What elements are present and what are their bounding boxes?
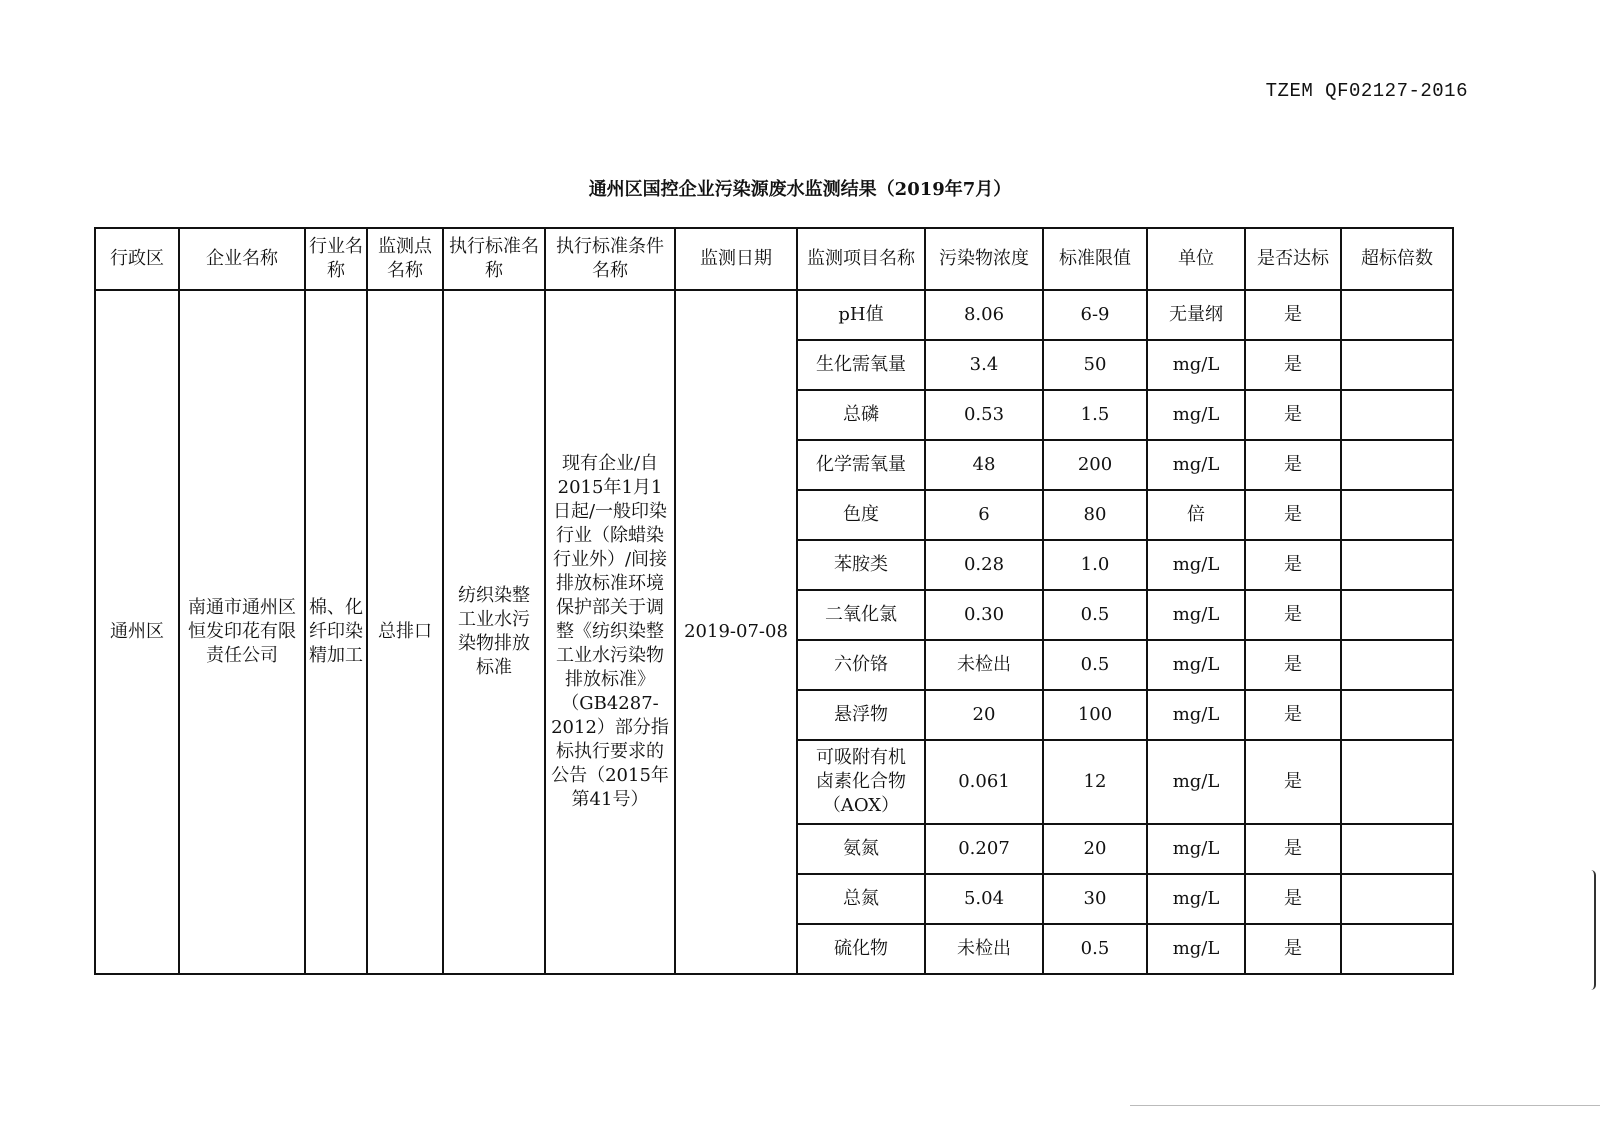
limit-cell: 0.5 bbox=[1043, 924, 1147, 974]
unit-cell: mg/L bbox=[1147, 540, 1245, 590]
date-cell: 2019-07-08 bbox=[675, 290, 797, 974]
limit-cell: 20 bbox=[1043, 824, 1147, 874]
limit-cell: 200 bbox=[1043, 440, 1147, 490]
item-cell: 生化需氧量 bbox=[797, 340, 925, 390]
unit-cell: 倍 bbox=[1147, 490, 1245, 540]
compliant-cell: 是 bbox=[1245, 740, 1341, 824]
header-date: 监测日期 bbox=[675, 228, 797, 290]
header-concentration: 污染物浓度 bbox=[925, 228, 1043, 290]
concentration-cell: 0.207 bbox=[925, 824, 1043, 874]
condition-cell: 现有企业/自2015年1月1日起/一般印染行业（除蜡染行业外）/间接排放标准环境保护部关于调整《纺织染整工业水污染物排放标准》（GB4287-2012）部分指标执行要求的公告（2015年第41号） bbox=[545, 290, 675, 974]
header-unit: 单位 bbox=[1147, 228, 1245, 290]
compliant-cell: 是 bbox=[1245, 390, 1341, 440]
unit-cell: mg/L bbox=[1147, 340, 1245, 390]
header-standard: 执行标准名称 bbox=[443, 228, 545, 290]
district-cell: 通州区 bbox=[95, 290, 179, 974]
limit-cell: 1.0 bbox=[1043, 540, 1147, 590]
exceed-cell bbox=[1341, 340, 1453, 390]
compliant-cell: 是 bbox=[1245, 590, 1341, 640]
monitoring-point-cell: 总排口 bbox=[367, 290, 443, 974]
concentration-cell: 48 bbox=[925, 440, 1043, 490]
limit-cell: 0.5 bbox=[1043, 640, 1147, 690]
item-cell: 苯胺类 bbox=[797, 540, 925, 590]
exceed-cell bbox=[1341, 690, 1453, 740]
concentration-cell: 0.30 bbox=[925, 590, 1043, 640]
exceed-cell bbox=[1341, 540, 1453, 590]
exceed-cell bbox=[1341, 390, 1453, 440]
unit-cell: mg/L bbox=[1147, 740, 1245, 824]
item-cell: 二氧化氯 bbox=[797, 590, 925, 640]
industry-cell: 棉、化纤印染精加工 bbox=[305, 290, 367, 974]
header-compliant: 是否达标 bbox=[1245, 228, 1341, 290]
exceed-cell bbox=[1341, 824, 1453, 874]
item-cell: 六价铬 bbox=[797, 640, 925, 690]
concentration-cell: 未检出 bbox=[925, 640, 1043, 690]
compliant-cell: 是 bbox=[1245, 824, 1341, 874]
scan-edge-mark bbox=[1591, 870, 1596, 990]
concentration-cell: 3.4 bbox=[925, 340, 1043, 390]
concentration-cell: 6 bbox=[925, 490, 1043, 540]
monitoring-results-table bbox=[94, 227, 1454, 975]
compliant-cell: 是 bbox=[1245, 340, 1341, 390]
compliant-cell: 是 bbox=[1245, 440, 1341, 490]
item-cell: 硫化物 bbox=[797, 924, 925, 974]
concentration-cell: 8.06 bbox=[925, 290, 1043, 340]
exceed-cell bbox=[1341, 640, 1453, 690]
exceed-cell bbox=[1341, 290, 1453, 340]
limit-cell: 30 bbox=[1043, 874, 1147, 924]
item-cell: 氨氮 bbox=[797, 824, 925, 874]
exceed-cell bbox=[1341, 490, 1453, 540]
exceed-cell bbox=[1341, 874, 1453, 924]
scan-artifact-line bbox=[1130, 1105, 1600, 1106]
item-cell: 总磷 bbox=[797, 390, 925, 440]
exceed-cell bbox=[1341, 590, 1453, 640]
concentration-cell: 未检出 bbox=[925, 924, 1043, 974]
limit-cell: 0.5 bbox=[1043, 590, 1147, 640]
compliant-cell: 是 bbox=[1245, 690, 1341, 740]
header-district: 行政区 bbox=[95, 228, 179, 290]
limit-cell: 1.5 bbox=[1043, 390, 1147, 440]
item-cell: pH值 bbox=[797, 290, 925, 340]
unit-cell: mg/L bbox=[1147, 924, 1245, 974]
unit-cell: mg/L bbox=[1147, 690, 1245, 740]
item-cell: 可吸附有机卤素化合物（AOX） bbox=[797, 740, 925, 824]
header-point: 监测点名称 bbox=[367, 228, 443, 290]
compliant-cell: 是 bbox=[1245, 290, 1341, 340]
unit-cell: mg/L bbox=[1147, 440, 1245, 490]
header-exceed: 超标倍数 bbox=[1341, 228, 1453, 290]
document-title: 通州区国控企业污染源废水监测结果（2019年7月） bbox=[588, 179, 1012, 200]
limit-cell: 50 bbox=[1043, 340, 1147, 390]
document-code: TZEM QF02127-2016 bbox=[1265, 80, 1468, 102]
unit-cell: mg/L bbox=[1147, 640, 1245, 690]
concentration-cell: 0.28 bbox=[925, 540, 1043, 590]
exceed-cell bbox=[1341, 740, 1453, 824]
concentration-cell: 20 bbox=[925, 690, 1043, 740]
item-cell: 悬浮物 bbox=[797, 690, 925, 740]
item-cell: 化学需氧量 bbox=[797, 440, 925, 490]
unit-cell: mg/L bbox=[1147, 390, 1245, 440]
limit-cell: 100 bbox=[1043, 690, 1147, 740]
concentration-cell: 0.061 bbox=[925, 740, 1043, 824]
concentration-cell: 0.53 bbox=[925, 390, 1043, 440]
header-limit: 标准限值 bbox=[1043, 228, 1147, 290]
concentration-cell: 5.04 bbox=[925, 874, 1043, 924]
item-cell: 总氮 bbox=[797, 874, 925, 924]
header-condition: 执行标准条件名称 bbox=[545, 228, 675, 290]
header-item: 监测项目名称 bbox=[797, 228, 925, 290]
header-industry: 行业名称 bbox=[305, 228, 367, 290]
compliant-cell: 是 bbox=[1245, 490, 1341, 540]
unit-cell: 无量纲 bbox=[1147, 290, 1245, 340]
unit-cell: mg/L bbox=[1147, 874, 1245, 924]
limit-cell: 80 bbox=[1043, 490, 1147, 540]
compliant-cell: 是 bbox=[1245, 640, 1341, 690]
header-company: 企业名称 bbox=[179, 228, 305, 290]
compliant-cell: 是 bbox=[1245, 874, 1341, 924]
item-cell: 色度 bbox=[797, 490, 925, 540]
limit-cell: 12 bbox=[1043, 740, 1147, 824]
unit-cell: mg/L bbox=[1147, 824, 1245, 874]
standard-cell: 纺织染整工业水污染物排放标准 bbox=[443, 290, 545, 974]
table-row bbox=[95, 290, 1453, 340]
unit-cell: mg/L bbox=[1147, 590, 1245, 640]
compliant-cell: 是 bbox=[1245, 540, 1341, 590]
exceed-cell bbox=[1341, 924, 1453, 974]
limit-cell: 6-9 bbox=[1043, 290, 1147, 340]
header-row bbox=[95, 228, 1453, 290]
company-cell: 南通市通州区恒发印花有限责任公司 bbox=[179, 290, 305, 974]
compliant-cell: 是 bbox=[1245, 924, 1341, 974]
exceed-cell bbox=[1341, 440, 1453, 490]
